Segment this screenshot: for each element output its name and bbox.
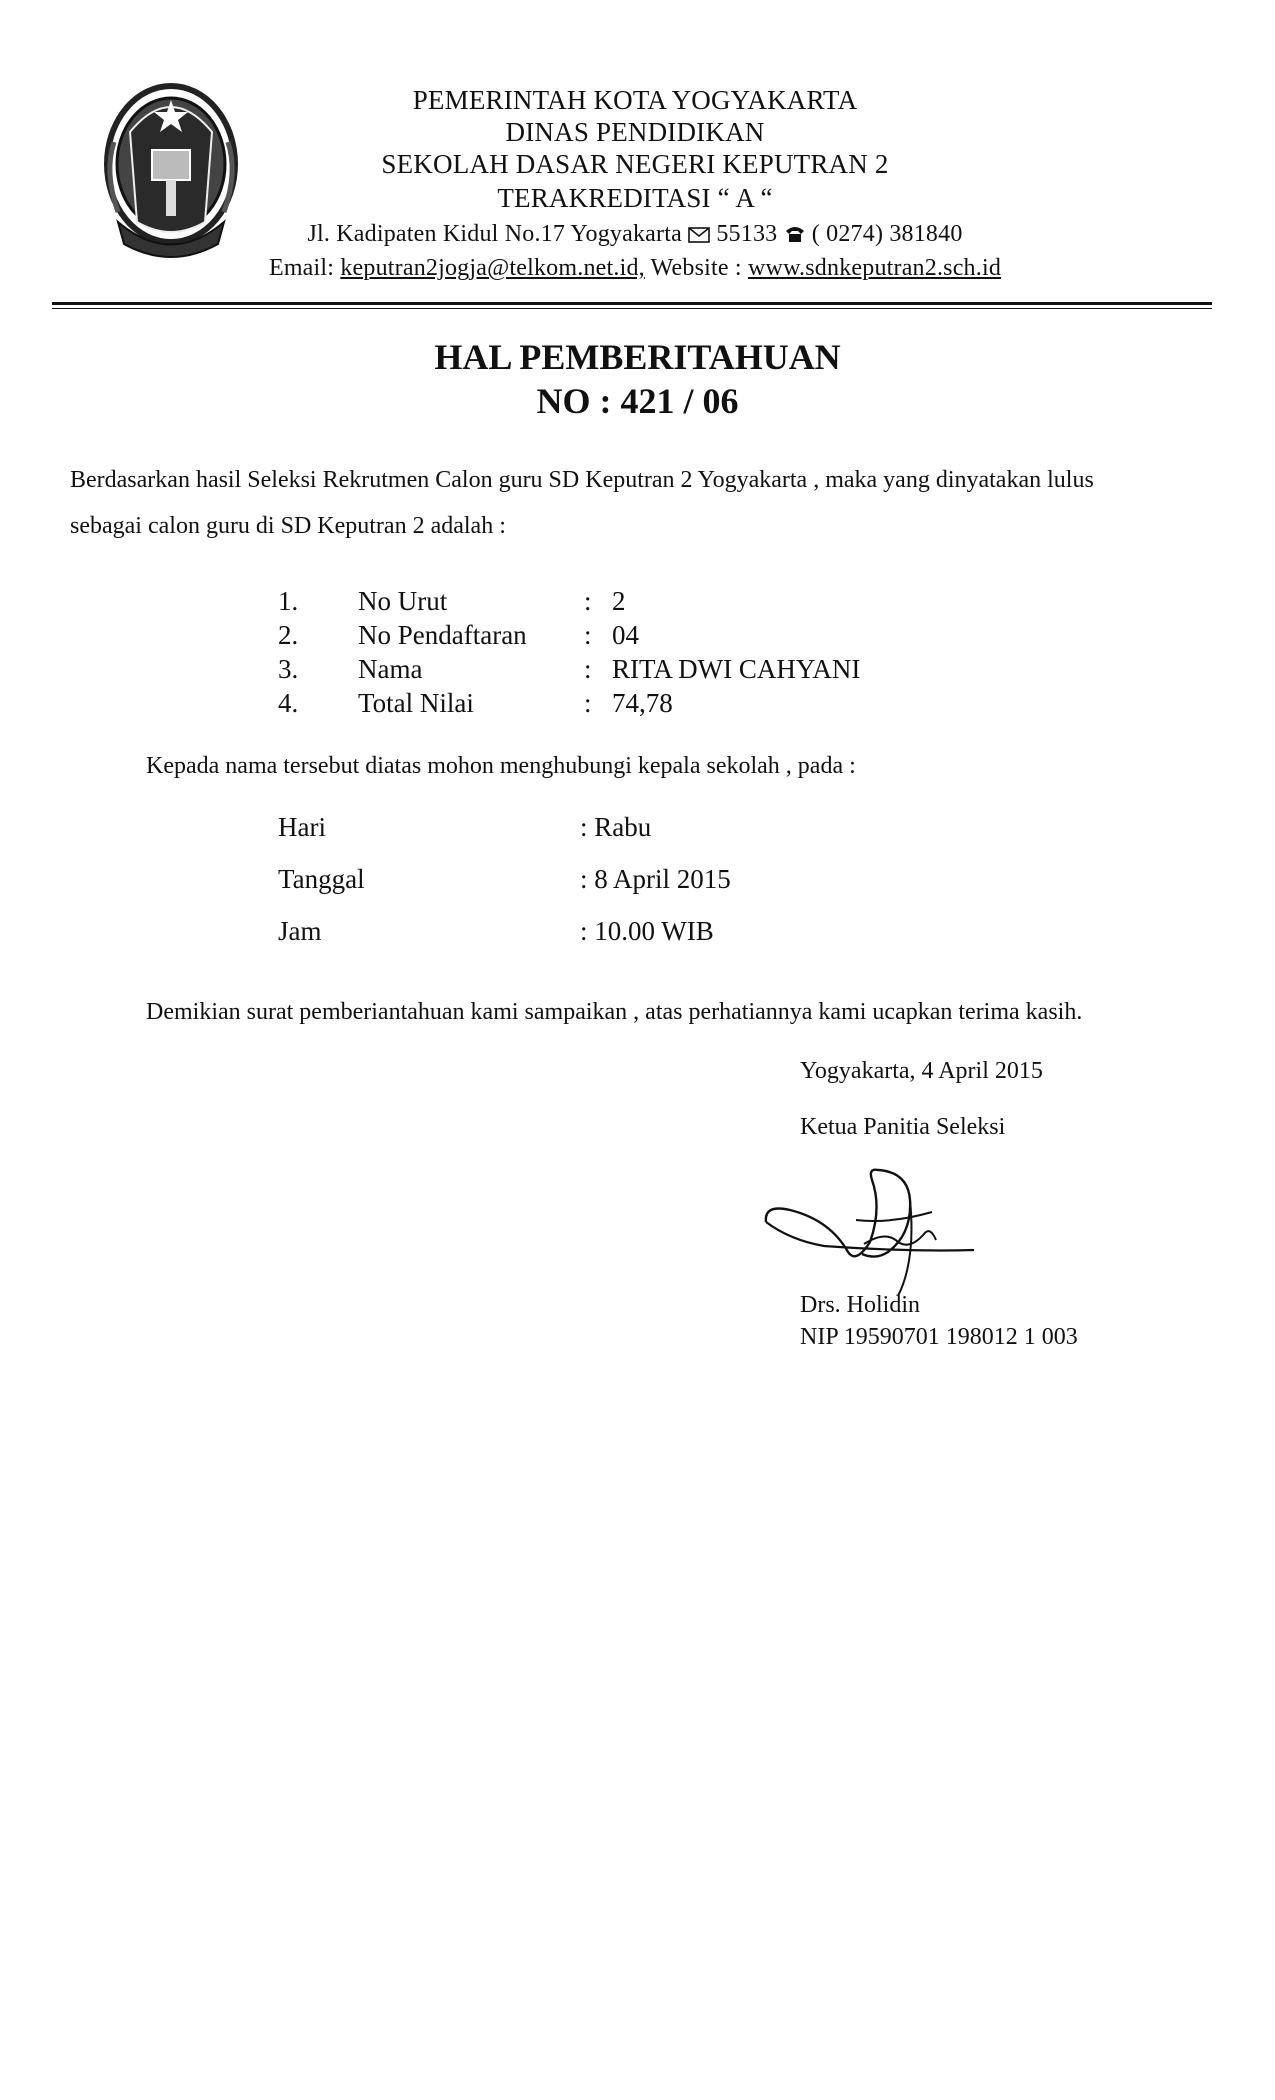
item-colon: :: [584, 620, 592, 650]
item-number: 2.: [278, 620, 299, 650]
item-label: Total Nilai: [358, 688, 474, 718]
signer-position: Ketua Panitia Seleksi: [800, 1114, 1006, 1140]
place-date: Yogyakarta, 4 April 2015: [800, 1058, 1043, 1084]
schedule-value-day: : Rabu: [580, 812, 652, 842]
item-value: 04: [612, 620, 639, 650]
letterhead-department: DINAS PENDIDIKAN: [505, 117, 765, 147]
phone-number: ( 0274) 381840: [811, 221, 963, 247]
schedule-value-date: : 8 April 2015: [580, 864, 731, 894]
letterhead-accreditation: TERAKREDITASI “ A “: [497, 183, 773, 213]
item-colon: :: [584, 586, 592, 616]
contact-note: Kepada nama tersebut diatas mohon menghubungi kepala sekolah , pada :: [146, 753, 856, 779]
item-value: 2: [612, 586, 626, 616]
item-label: Nama: [358, 654, 423, 684]
email-label: Email:: [268, 255, 335, 281]
schedule-value-time: : 10.00 WIB: [580, 916, 714, 946]
item-label: No Urut: [358, 586, 448, 616]
schedule-label-time: Jam: [278, 916, 322, 946]
letterhead-school: SEKOLAH DASAR NEGERI KEPUTRAN 2: [381, 149, 889, 179]
item-colon: :: [584, 654, 592, 684]
item-number: 4.: [278, 688, 299, 718]
document-title: HAL PEMBERITAHUAN: [434, 337, 841, 377]
item-colon: :: [584, 688, 592, 718]
city-coat-of-arms-icon: [100, 72, 242, 262]
signer-name: Drs. Holidin: [800, 1292, 920, 1318]
address-text: Jl. Kadipaten Kidul No.17 Yogyakarta: [307, 221, 682, 247]
schedule-label-date: Tanggal: [278, 864, 365, 894]
item-number: 1.: [278, 586, 299, 616]
intro-line-1: Berdasarkan hasil Seleksi Rekrutmen Calon guru SD Keputran 2 Yogyakarta , maka yang dinyatakan lulus: [70, 467, 1094, 493]
document-number: NO : 421 / 06: [536, 381, 739, 421]
envelope-icon: [688, 220, 710, 252]
signer-nip: NIP 19590701 198012 1 003: [800, 1324, 1078, 1350]
schedule-label-day: Hari: [278, 812, 326, 842]
intro-line-2: sebagai calon guru di SD Keputran 2 adalah :: [70, 513, 506, 539]
item-number: 3.: [278, 654, 299, 684]
letterhead-government: PEMERINTAH KOTA YOGYAKARTA: [412, 85, 858, 115]
item-value: RITA DWI CAHYANI: [612, 654, 861, 684]
header-divider-thin: [52, 308, 1212, 309]
letterhead-address: [250, 218, 1020, 252]
header-divider: [52, 302, 1212, 305]
postal-code: 55133: [716, 221, 778, 247]
item-value: 74,78: [612, 688, 673, 718]
email-link[interactable]: keputran2jogja@telkom.net.id,: [340, 255, 645, 281]
item-label: No Pendaftaran: [358, 620, 527, 650]
telephone-icon: [784, 220, 806, 252]
website-link[interactable]: www.sdnkeputran2.sch.id: [748, 255, 1002, 281]
letterhead-online: [250, 252, 1020, 284]
handwritten-signature: [760, 1160, 980, 1300]
closing-statement: Demikian surat pemberiantahuan kami sampaikan , atas perhatiannya kami ucapkan terima kasih.: [146, 999, 1083, 1025]
website-label: Website :: [650, 255, 742, 281]
